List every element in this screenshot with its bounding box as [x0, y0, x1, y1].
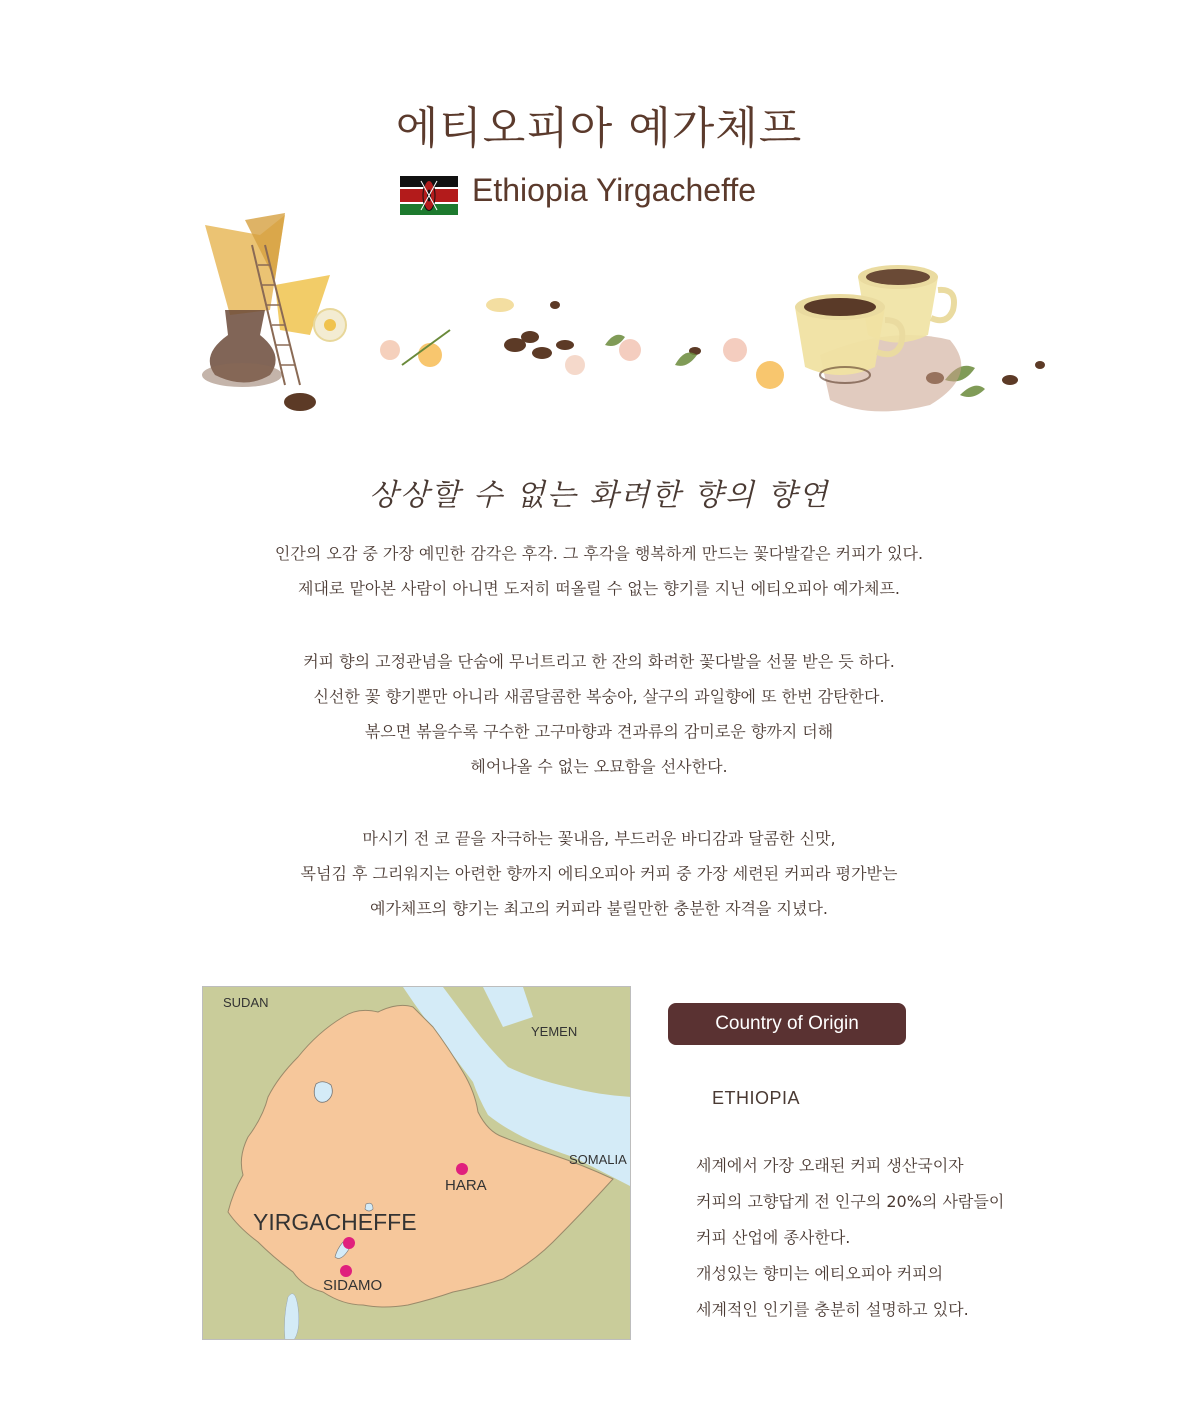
map-label-sidamo: SIDAMO: [323, 1277, 383, 1294]
taste-paragraph: [0, 821, 1198, 926]
country-of-origin-badge: Country of Origin: [668, 1003, 906, 1045]
paragraph-line: 목넘김 후 그리워지는 아련한 향까지 에티오피아 커피 중 가장 세련된 커피라 평가받는: [300, 864, 898, 883]
coffee-illustration: [190, 205, 1050, 425]
page-title: 에티오피아 예가체프: [395, 103, 803, 154]
map-marker-yirgacheffe: [343, 1237, 355, 1249]
paragraph-line: 볶으면 볶을수록 구수한 고구마향과 견과류의 감미로운 향까지 더해: [364, 722, 834, 741]
slogan-heading: 상상할 수 없는 화려한 향의 향연: [368, 478, 830, 513]
paragraph-line: 제대로 맡아본 사람이 아니면 도저히 떠올릴 수 없는 향기를 지닌 에티오피아 예가체프.: [298, 579, 900, 598]
flower-icon: [380, 330, 784, 389]
description-line: 개성있는 향미는 에티오피아 커피의: [696, 1264, 944, 1283]
description-line: 세계적인 인기를 충분히 설명하고 있다.: [696, 1300, 969, 1319]
paragraph-line: 헤어나올 수 없는 오묘함을 선사한다.: [470, 757, 728, 776]
map-marker-hara: [456, 1163, 468, 1175]
description-line: 세계에서 가장 오래된 커피 생산국이자: [696, 1156, 964, 1175]
map-graphic: [203, 987, 631, 1340]
map-label-sudan: SUDAN: [223, 995, 269, 1010]
page-subtitle: Ethiopia Yirgacheffe: [472, 172, 757, 208]
coffee-dripper-icon: [202, 213, 346, 387]
paragraph-line: 신선한 꽃 향기뿐만 아니라 새콤달콤한 복숭아, 살구의 과일향에 또 한번 감탄한다.: [313, 687, 885, 706]
map-label-yirgacheffe: YIRGACHEFFE: [253, 1209, 417, 1235]
origin-country: ETHIOPIA: [712, 1088, 801, 1108]
description-line: 커피의 고향답게 전 인구의 20%의 사람들이: [696, 1192, 1005, 1211]
description-line: 커피 산업에 종사한다.: [696, 1228, 851, 1247]
paragraph-line: 마시기 전 코 끝을 자극하는 꽃내음, 부드러운 바디감과 달콤한 신맛,: [362, 829, 836, 848]
intro-paragraph: [0, 536, 1198, 606]
aroma-paragraph: [0, 644, 1198, 784]
paragraph-line: 예가체프의 향기는 최고의 커피라 불릴만한 충분한 자격을 지녔다.: [369, 899, 828, 918]
coffee-cup-icon: [795, 265, 961, 411]
paragraph-line: 커피 향의 고정관념을 단숨에 무너트리고 한 잔의 화려한 꽃다발을 선물 받은 듯 하다.: [303, 652, 895, 671]
map-label-yemen: YEMEN: [531, 1024, 578, 1039]
map-label-somalia: SOMALIA: [569, 1152, 627, 1167]
map-marker-sidamo: [340, 1265, 352, 1277]
map-label-hara: HARA: [445, 1177, 487, 1194]
ethiopia-map: [202, 986, 631, 1340]
paragraph-line: 인간의 오감 중 가장 예민한 감각은 후각. 그 후각을 행복하게 만드는 꽃다발같은 커피가 있다.: [274, 544, 924, 563]
origin-description: [696, 1148, 1004, 1328]
